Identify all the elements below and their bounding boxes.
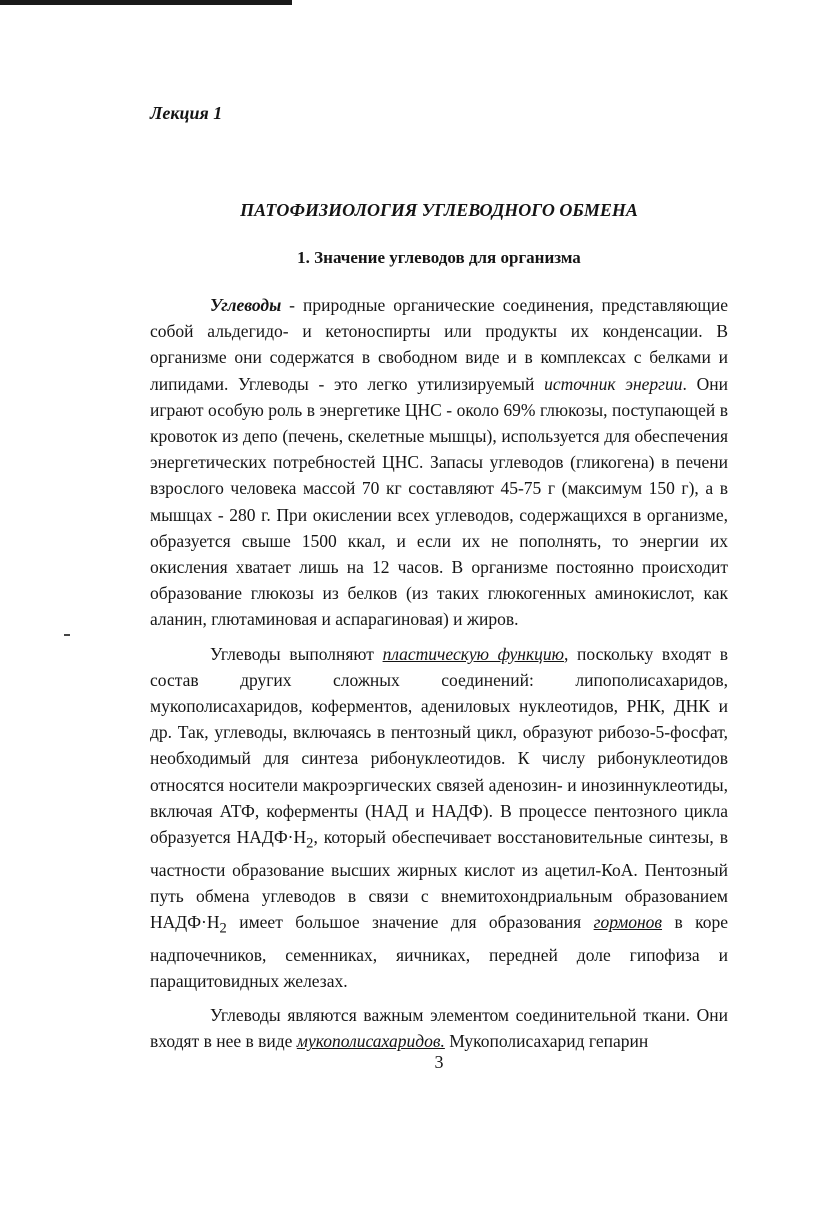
underlined-mucopolysaccharides: мукополисахаридов. [296, 1031, 445, 1052]
paragraph-text: имеет большое значение для образования [226, 912, 594, 933]
lecture-label: Лекция 1 [150, 103, 223, 123]
section-heading: 1. Значение углеводов для организма [297, 248, 581, 267]
paragraph-3 [150, 1002, 728, 1054]
paragraph-text: Мукополисахарид гепарин [444, 1031, 649, 1052]
paragraph-text: в коре надпочечников, семенниках, яичниках, передней доле гипофиза и паращитовидных железах. [150, 912, 728, 992]
paragraph-text: Углеводы являются важным элементом соединительной ткани. Они входят в нее в виде [150, 1005, 728, 1052]
underlined-plastic-function: пластическую функцию [382, 643, 564, 664]
paragraph-text: Углеводы выполняют [210, 643, 383, 664]
paragraph-1 [150, 292, 728, 633]
subscript: 2 [219, 920, 227, 937]
underlined-hormones: гормонов [593, 912, 663, 933]
term-carbohydrates: Углеводы [210, 295, 282, 315]
paragraph-text: , поскольку входят в состав других сложных соединений: липополисахаридов, мукополисахаридов, коферментов, адениловых нуклеотидов, РНК, ДНК и др. Так, углеводы, включаясь в пентозный цикл, образуют рибозо-5-фосфат, необходимый для синтеза рибонуклеотидов. К числу рибонуклеотидов относятся носители макроэргических связей аденозин- и инозиннуклеотиды, включая АТФ, коферменты (НАД и НАДФ). В процессе пентозного цикла образуется НАДФ·Н [150, 643, 728, 848]
paragraph-text: , который обеспечивает восстановительные синтезы, в частности образование высших жирных кислот из ацетил-КоА. Пентозный путь обмена углеводов в связи с внемитохондриальным образованием НАДФ·Н [150, 827, 728, 933]
scan-mark [64, 634, 70, 636]
paragraph-text: - природные органические соединения, представляющие собой альдегидо- и кетоноспирты или продукты их конденсации. В организме они содержатся в свободном виде и в комплексах с белками и липидами. Углеводы - это легко утилизируемый [150, 295, 728, 394]
paragraph-text: . Они играют особую роль в энергетике ЦНС - около 69% глюкозы, поступающей в кровоток из депо (печень, скелетные мышцы), используется для обеспечения энергетических потребностей ЦНС. Запасы углеводов (гликогена) в печени взрослого человека массой 70 кг составляют 45-75 г (максимум 150 г), а в мышцах - 280 г. При окислении всех углеводов, содержащихся в организме, образуется свыше 1500 ккал, и если их не пополнять, то энергии их окисления хватает лишь на 12 часов. В организме постоянно происходит образование глюкозы из белков (из таких глюкогенных аминокислот, как аланин, глютаминовая и аспарагиновая) и жиров. [150, 373, 728, 630]
page-number: 3 [434, 1052, 444, 1072]
page-title: ПАТОФИЗИОЛОГИЯ УГЛЕВОДНОГО ОБМЕНА [240, 200, 638, 220]
body-text [150, 292, 728, 1063]
scan-edge-bar [0, 0, 292, 5]
emphasis-energy-source: источник энергии [544, 373, 683, 394]
subscript: 2 [306, 835, 314, 852]
paragraph-2 [150, 641, 728, 995]
